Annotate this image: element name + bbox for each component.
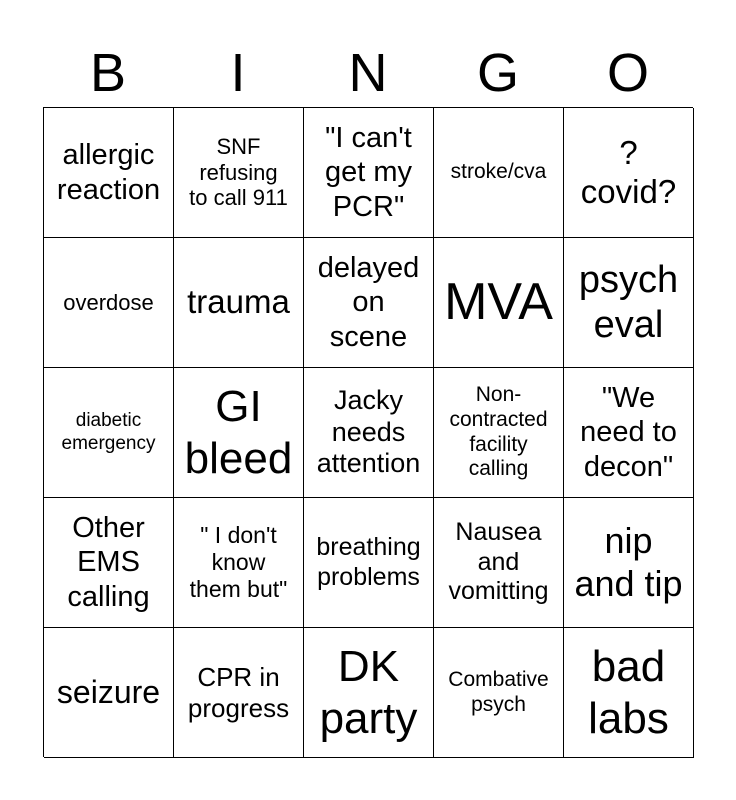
header-letter-b: B xyxy=(89,43,127,103)
bingo-cell[interactable]: CPR in progress xyxy=(174,628,304,758)
bingo-cell[interactable]: bad labs xyxy=(564,628,694,758)
bingo-cell[interactable]: Other EMS calling xyxy=(44,498,174,628)
bingo-cell[interactable]: GI bleed xyxy=(174,368,304,498)
bingo-cell[interactable]: diabetic emergency xyxy=(44,368,174,498)
bingo-cell[interactable]: "We need to decon" xyxy=(564,368,694,498)
bingo-cell[interactable]: overdose xyxy=(44,238,174,368)
bingo-cell[interactable]: delayed on scene xyxy=(304,238,434,368)
header-letter-i: I xyxy=(230,43,246,103)
bingo-header xyxy=(43,40,693,106)
bingo-cell[interactable]: Jacky needs attention xyxy=(304,368,434,498)
bingo-cell[interactable]: SNF refusing to call 911 xyxy=(174,108,304,238)
bingo-cell[interactable]: "I can't get my PCR" xyxy=(304,108,434,238)
bingo-cell[interactable]: trauma xyxy=(174,238,304,368)
header-letter-g: G xyxy=(476,43,519,103)
bingo-cell[interactable]: stroke/cva xyxy=(434,108,564,238)
bingo-cell[interactable]: DK party xyxy=(304,628,434,758)
bingo-board xyxy=(43,107,693,757)
bingo-cell[interactable]: allergic reaction xyxy=(44,108,174,238)
bingo-cell[interactable]: Combative psych xyxy=(434,628,564,758)
bingo-cell[interactable]: " I don't know them but" xyxy=(174,498,304,628)
header-letter-n: N xyxy=(348,43,388,103)
header-letter-o: O xyxy=(606,43,649,103)
bingo-cell[interactable]: psych eval xyxy=(564,238,694,368)
bingo-cell[interactable]: MVA xyxy=(434,238,564,368)
bingo-cell[interactable]: nip and tip xyxy=(564,498,694,628)
bingo-cell[interactable]: ? covid? xyxy=(564,108,694,238)
bingo-cell[interactable]: Non- contracted facility calling xyxy=(434,368,564,498)
bingo-cell[interactable]: seizure xyxy=(44,628,174,758)
bingo-cell[interactable]: Nausea and vomitting xyxy=(434,498,564,628)
bingo-cell[interactable]: breathing problems xyxy=(304,498,434,628)
